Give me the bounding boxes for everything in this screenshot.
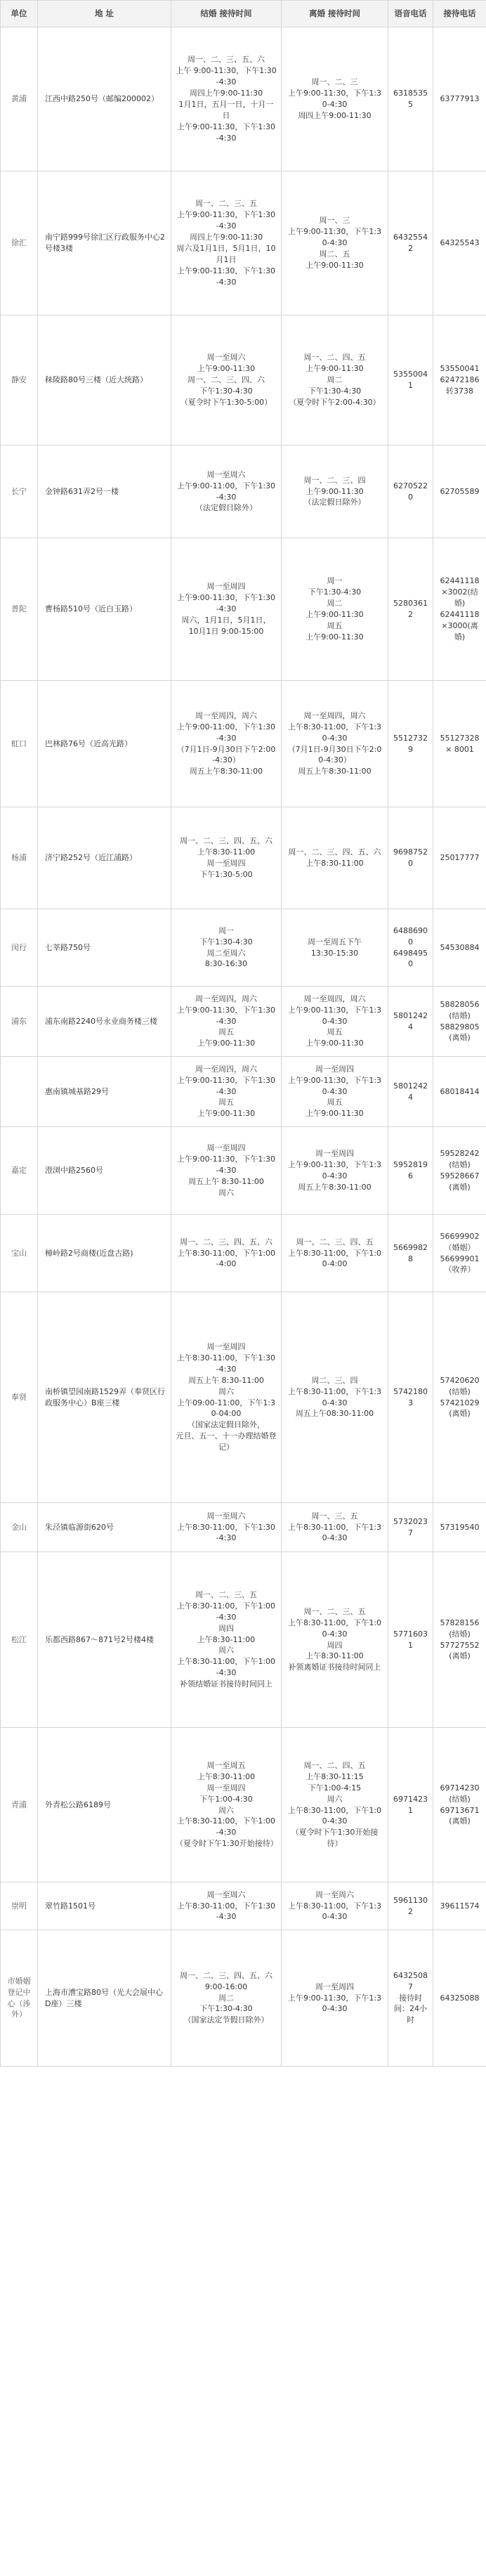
- header-marriage-hours: 结婚 接待时间: [171, 1, 282, 27]
- voice-phone-cell: 55127329: [388, 681, 433, 807]
- divorce-hours-cell: 周一、二、三、五 上午8:30-11:00，下午1:00-4:30 周四 上午8:30-11:00 补领离婚证书接待时间同上: [282, 1552, 388, 1728]
- table-row: [1, 1292, 486, 1503]
- voice-phone-cell: 59528196: [388, 1127, 433, 1215]
- district-cell: 青浦: [1, 1728, 38, 1882]
- marriage-hours-cell: 周一、二、三、五 上午9:00-11:30，下午1:30-4:30 周四上午9:00-11:30 周六及1月1日，5月1日，10月1日 上午9:00-11:30，下午1:30-4:30: [171, 171, 282, 316]
- reception-phone-cell: 63777913: [433, 27, 486, 171]
- divorce-hours-cell: 周一、二、四、五 上午9:00-11:30 周二 下午1:30-4:30 （夏令时下午2:00-4:30）: [282, 316, 388, 445]
- address-cell: 上海市漕宝路80号（光大会展中心D座）三楼: [38, 1930, 171, 2067]
- address-cell: 樟岭路2号商楼(近盘古路): [38, 1215, 171, 1292]
- address-cell: 济宁路252号（近江浦路）: [38, 807, 171, 909]
- reception-phone-cell: 62441118×3002(结婚) 62441118×3000(离婚): [433, 538, 486, 681]
- reception-phone-cell: 25017777: [433, 807, 486, 909]
- marriage-hours-cell: 周一至周六 上午8:30-11:00，下午1:30-4:30: [171, 1882, 282, 1930]
- table-row: [1, 1882, 486, 1930]
- district-cell: 杨浦: [1, 807, 38, 909]
- divorce-hours-cell: 周一至周四 上午9:00-11:30，下午1:30-4:30 周五上午8:30-11:00: [282, 1127, 388, 1215]
- marriage-hours-cell: 周一至周五 上午8:30-11:00 周一至周四 下午1:00-4:30 周六 上午8:30-11:00，下午1:00-4:30 （夏令时下午1:30开始接待）: [171, 1728, 282, 1882]
- district-cell: 闵行: [1, 909, 38, 987]
- marriage-hours-cell: 周一、二、三、五 上午8:30-11:00，下午1:00-4:30 周四 上午8:30-11:00 周六 上午8:30-11:00，下午1:00-4:30 补领结婚证书接待时间同上: [171, 1552, 282, 1728]
- table-row: [1, 1552, 486, 1728]
- district-cell: [1, 1057, 38, 1127]
- table-row: [1, 987, 486, 1057]
- divorce-hours-cell: 周一、二、三 上午9:00-11:30，下午1:30-4:30 周四上午9:00-11:30: [282, 27, 388, 171]
- address-cell: 南宁路999号徐汇区行政服务中心2号楼3楼: [38, 171, 171, 316]
- voice-phone-cell: 63185355: [388, 27, 433, 171]
- reception-phone-cell: 39611574: [433, 1882, 486, 1930]
- table-row: [1, 1215, 486, 1292]
- header-voice-phone: 语音电话: [388, 1, 433, 27]
- marriage-hours-cell: 周一至周四 上午8:30-11:00，下午1:30-4:30 周五上午 8:30-11:00 周六 上午09:00-11:00，下午1:30-04:00 （国家法定假日除外， 元旦、五一、十一办理结婚登记）: [171, 1292, 282, 1503]
- divorce-hours-cell: 周一、三、五 上午8:30-11:00，下午1:30-4:30: [282, 1503, 388, 1552]
- table-row: [1, 1728, 486, 1882]
- marriage-hours-cell: 周一至周四，周六 上午9:00-11:30，下午1:30-4:30 周五 上午9:00-11:30: [171, 1057, 282, 1127]
- divorce-hours-cell: 周一至周四，周六 上午8:30-11:00，下午1:30-4:30 （7月1日-9月30日下午2:00-4:30） 周五上午8:30-11:00: [282, 681, 388, 807]
- marriage-hours-cell: 周一至周四，周六 上午9:00-11:00，下午1:30-4:30 （7月1日-9月30日下午2:00-4:30） 周五上午8:30-11:00: [171, 681, 282, 807]
- reception-phone-cell: 68018414: [433, 1057, 486, 1127]
- reception-phone-cell: 56699902（婚姻） 56699901（收养）: [433, 1215, 486, 1292]
- address-cell: 七莘路750号: [38, 909, 171, 987]
- marriage-hours-cell: 周一至周四 上午9:00-11:30，下午1:30-4:30 周五上午 8:30-11:00 周六: [171, 1127, 282, 1215]
- voice-phone-cell: 57716031: [388, 1552, 433, 1728]
- marriage-hours-cell: 周一、二、三、四、五、六 上午8:30-11:00，下午1:00-4:00: [171, 1215, 282, 1292]
- reception-phone-cell: 58828056(结婚) 58829805(离婚): [433, 987, 486, 1057]
- voice-phone-cell: 53550041: [388, 316, 433, 445]
- marriage-hours-cell: 周一至周四 上午9:00-11:30，下午1:30-4:30 周六，1月1日，5月1日， 10月1日 9:00-15:00: [171, 538, 282, 681]
- table-body: [1, 27, 486, 2067]
- marriage-hours-cell: 周一 下午1:30-4:30 周二至周六 8:30-16:30: [171, 909, 282, 987]
- district-cell: 黄浦: [1, 27, 38, 171]
- voice-phone-cell: 57320237: [388, 1503, 433, 1552]
- address-cell: 南桥镇望园南路1529弄（奉贤区行政服务中心）B座三楼: [38, 1292, 171, 1503]
- divorce-hours-cell: 周一至周五下午 13:30-15:30: [282, 909, 388, 987]
- divorce-hours-cell: 周一 下午1:30-4:30 周二 上午9:00-11:30 周五 上午9:00-11:30: [282, 538, 388, 681]
- district-cell: 长宁: [1, 445, 38, 538]
- address-cell: 翠竹路1501号: [38, 1882, 171, 1930]
- table-row: [1, 909, 486, 987]
- header-divorce-hours: 离婚 接待时间: [282, 1, 388, 27]
- divorce-hours-cell: 周一、二、四、五 上午8:30-11:15 下午1:00-4:15 周六 上午8:30-11:00，下午1:00-4:30 （夏令时下午1:30开始接待）: [282, 1728, 388, 1882]
- district-cell: 虹口: [1, 681, 38, 807]
- marriage-hours-cell: 周一至周六 上午9:00-11:30 周一、二、三、四、六 下午1:30-4:30 （夏令时下午1:30-5:00）: [171, 316, 282, 445]
- marriage-hours-cell: 周一、二、三、四、五、六 9:00-16:00 周二 下午1:30-4:30 （国家法定节假日除外）: [171, 1930, 282, 2067]
- voice-phone-cell: 64325542: [388, 171, 433, 316]
- divorce-hours-cell: 周一至周四，周六 上午9:00-11:30，下午1:30-4:30 周五 上午9:00-11:30: [282, 987, 388, 1057]
- district-cell: 奉贤: [1, 1292, 38, 1503]
- table-header-row: [1, 1, 486, 27]
- table-row: [1, 27, 486, 171]
- address-cell: 江西中路250号（邮编200002）: [38, 27, 171, 171]
- table-row: [1, 681, 486, 807]
- voice-phone-cell: 64325087 接待时间：24小时: [388, 1930, 433, 2067]
- district-cell: 宝山: [1, 1215, 38, 1292]
- reception-phone-cell: 57420620(结婚) 57421029(离婚): [433, 1292, 486, 1503]
- district-cell: 嘉定: [1, 1127, 38, 1215]
- district-cell: 松江: [1, 1552, 38, 1728]
- reception-phone-cell: 57828156(结婚) 57727552(离婚): [433, 1552, 486, 1728]
- marriage-hours-cell: 周一至周六 上午8:30-11:00，下午1:30-4:30: [171, 1503, 282, 1552]
- address-cell: 曹杨路510号（近白玉路）: [38, 538, 171, 681]
- address-cell: 乐都西路867～871号2号楼4楼: [38, 1552, 171, 1728]
- district-cell: 金山: [1, 1503, 38, 1552]
- divorce-hours-cell: 周二、三、四 上午8:30-11:00，下午1:30-4:30 周五上午08:30-11:00: [282, 1292, 388, 1503]
- table-row: [1, 171, 486, 316]
- voice-phone-cell: 62705220: [388, 445, 433, 538]
- district-cell: 市婚姻登记中心（涉外）: [1, 1930, 38, 2067]
- voice-phone-cell: 56699828: [388, 1215, 433, 1292]
- table-row: [1, 1057, 486, 1127]
- table-row: [1, 445, 486, 538]
- district-cell: 徐汇: [1, 171, 38, 316]
- header-unit: 单位: [1, 1, 38, 27]
- table-row: [1, 1503, 486, 1552]
- address-cell: 外青松公路6189号: [38, 1728, 171, 1882]
- marriage-hours-cell: 周一至周六 上午9:00-11:00，下午1:30-4:30 （法定假日除外）: [171, 445, 282, 538]
- reception-phone-cell: 57319540: [433, 1503, 486, 1552]
- address-cell: 澄浏中路2560号: [38, 1127, 171, 1215]
- reception-phone-cell: 54530884: [433, 909, 486, 987]
- reception-phone-cell: 64325088: [433, 1930, 486, 2067]
- divorce-hours-cell: 周一至周四 上午9:00-11:30，下午1:30-4:30: [282, 1930, 388, 2067]
- divorce-hours-cell: 周一至周四 上午9:00-11:30，下午1:30-4:30 周五 上午9:00-11:30: [282, 1057, 388, 1127]
- table-row: [1, 316, 486, 445]
- reception-phone-cell: 53550041 62472186转3738: [433, 316, 486, 445]
- divorce-hours-cell: 周一、二、三、四、五、六 上午8:30-11:00: [282, 807, 388, 909]
- voice-phone-cell: 64886900 64984950: [388, 909, 433, 987]
- voice-phone-cell: 96987520: [388, 807, 433, 909]
- district-cell: 静安: [1, 316, 38, 445]
- voice-phone-cell: 59611302: [388, 1882, 433, 1930]
- district-cell: 普陀: [1, 538, 38, 681]
- reception-phone-cell: 55127328 × 8001: [433, 681, 486, 807]
- marriage-hours-cell: 周一至周四，周六 上午9:00-11:30，下午1:30-4:30 周五 上午9:00-11:30: [171, 987, 282, 1057]
- address-cell: 朱泾镇临源街620号: [38, 1503, 171, 1552]
- divorce-hours-cell: 周一至周六 上午8:30-11:00，下午1:30-4:30: [282, 1882, 388, 1930]
- reception-phone-cell: 62705589: [433, 445, 486, 538]
- voice-phone-cell: 58012424: [388, 1057, 433, 1127]
- table-row: [1, 807, 486, 909]
- voice-phone-cell: 58012424: [388, 987, 433, 1057]
- header-address: 地 址: [38, 1, 171, 27]
- table-row: [1, 1127, 486, 1215]
- divorce-hours-cell: 周一、二、三、四 上午9:00-11:30 （法定假日除外）: [282, 445, 388, 538]
- header-reception-phone: 接待电话: [433, 1, 486, 27]
- address-cell: 惠南镇城基路29号: [38, 1057, 171, 1127]
- divorce-hours-cell: 周一、二、三、四、五 上午8:30-11:00，下午1:00-4:00: [282, 1215, 388, 1292]
- voice-phone-cell: 69714231: [388, 1728, 433, 1882]
- address-cell: 秣陵路80号三楼（近大统路）: [38, 316, 171, 445]
- voice-phone-cell: 52803612: [388, 538, 433, 681]
- divorce-hours-cell: 周一、三 上午9:00-11:30，下午1:30-4:30 周二、五 上午9:00-11:30: [282, 171, 388, 316]
- reception-phone-cell: 69714230(结婚) 69713671(离婚): [433, 1728, 486, 1882]
- marriage-hours-cell: 周一、二、三、五、六 上午 9:00-11:30，下午1:30-4:30 周四上午9:00-11:30 1月1日，五月一日，十月一日 上午9:00-11:30，下午1:30-4:30: [171, 27, 282, 171]
- reception-phone-cell: 59528242(结婚) 59528667(离婚): [433, 1127, 486, 1215]
- reception-phone-cell: 64325543: [433, 171, 486, 316]
- address-cell: 巴林路76号（近高光路）: [38, 681, 171, 807]
- voice-phone-cell: 57421803: [388, 1292, 433, 1503]
- address-cell: 浦东南路2240号永业商务楼三楼: [38, 987, 171, 1057]
- table-row: [1, 538, 486, 681]
- district-cell: 崇明: [1, 1882, 38, 1930]
- marriage-hours-cell: 周一、二、三、四、五、六 上午8:30-11:00 周一至周四 下午1:30-5:00: [171, 807, 282, 909]
- address-cell: 金钟路631弄2号一楼: [38, 445, 171, 538]
- district-cell: 浦东: [1, 987, 38, 1057]
- table-row: [1, 1930, 486, 2067]
